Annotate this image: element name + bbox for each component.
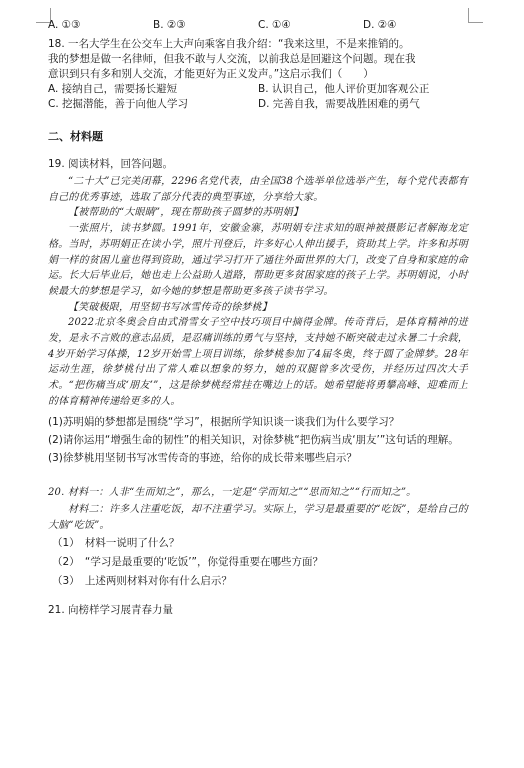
- q19-heading-2: 【笑破极限，用坚韧书写冰雪传奇的徐梦桃】: [68, 301, 272, 313]
- q20-material-2: 材料二：许多人注重吃饭，却不注重学习。实际上，学习是最重要的“吃饭”，是给自己的大脑“吃饭”。: [48, 504, 468, 531]
- q17-option-b: B. ②③: [153, 19, 186, 31]
- q19-heading-1: 【被帮助的“大眼睛”，现在帮助孩子圆梦的苏明娟】: [68, 207, 304, 219]
- q19-question-3: (3)徐梦桃用坚韧书写冰雪传奇的事迹，给你的成长带来哪些启示？: [48, 451, 357, 464]
- q19-questions: [48, 413, 468, 467]
- q17-options: [48, 18, 468, 33]
- q17-option-d: D. ②④: [363, 19, 397, 31]
- q19-stem: 19. 阅读材料，回答问题。: [48, 158, 174, 170]
- q18-option-b: B. 认识自己，他人评价更加客观公正: [258, 83, 430, 95]
- q19-question-1: (1)苏明娟的梦想都是围绕“学习”，根据所学知识谈一谈我们为什么要学习？: [48, 415, 400, 428]
- q20-questions: [48, 534, 468, 591]
- q18-options-row-2: [48, 97, 468, 112]
- q18-option-a: A. 接纳自己，需要扬长避短: [48, 83, 178, 95]
- q19-intro: “二十大”已完美闭幕，2296名党代表，由全国38个选举单位选举产生，每个党代表都有自己的优秀事迹，选取了部分代表的典型事迹，分享给大家。: [48, 176, 468, 203]
- q17-option-a: A. ①③: [48, 19, 81, 31]
- q18-option-d: D. 完善自我，需要战胜困难的勇气: [258, 98, 420, 110]
- q20-question-1: （1） 材料一说明了什么？: [52, 536, 180, 549]
- q20-question-2: （2） “学习是最重要的‘吃饭’”，你觉得重要在哪些方面？: [52, 555, 323, 568]
- q18-line-2: 我的梦想是做一名律师，但我不敢与人交流，以前我总是回避这个问题。现在我: [48, 53, 416, 65]
- q18-stem: [48, 37, 468, 82]
- crop-mark-top-right: [468, 8, 483, 23]
- q17-option-c: C. ①④: [258, 19, 291, 31]
- q18-line-3: 意识到只有多和别人交流，才能更好为正义发声。”这启示我们（ ）: [48, 68, 374, 80]
- q20-material-1: 20. 材料一：人非“生而知之”，那么，一定是“学而知之”“思而知之”“行而知之”。: [48, 486, 417, 498]
- q18-option-c: C. 挖掘潜能，善于向他人学习: [48, 98, 189, 110]
- exam-page: [48, 18, 468, 618]
- q19-paragraph-1: 一张照片，读书梦圆。1991年，安徽金寨，苏明娟专注求知的眼神被摄影记者解海龙定格。当时，苏明娟正在读小学，照片刊登后，许多好心人伸出援手，资助其上学。许多和苏明娟一样的贫困儿童也得到资助，通过学习打开了通往外面世界的大门，改变了自身和家庭的命运。长大后毕业后，她也走上公益助人道路，帮助更多贫困家庭的孩子上学。苏明娟说，小时候最大的梦想是学习，如今她的梦想是帮助更多孩子读书学习。: [48, 223, 468, 297]
- q18-line-1: 18. 一名大学生在公交车上大声向乘客自我介绍：“我来这里，不是来推销的。: [48, 38, 410, 50]
- q18-options-row-1: [48, 82, 468, 97]
- section-title: 二、材料题: [48, 130, 103, 143]
- q20-question-3: （3） 上述两则材料对你有什么启示？: [52, 574, 232, 587]
- q19-paragraph-2: 2022北京冬奥会自由式滑雪女子空中技巧项目中摘得金牌。传奇背后，是体育精神的迸发，是永不言败的意志品质，是忍痛训练的勇气与坚持，支持她不断突破走过永暑二十余载，4岁开始学习体操，12岁开始雪上项目训练，徐梦桃参加了4届冬奥，终于圆了金牌梦。28年运动生涯，徐梦桃付出了常人难以想象的努力，她的双腿曾多次受伤，并经历过四次大手术。“把伤痛当成‘朋友’”，这是徐梦桃经常挂在嘴边上的话。她希望能将勇攀高峰、迎难而上的体育精神传递给更多的人。: [48, 317, 468, 407]
- q21-title: 21. 向榜样学习展青春力量: [48, 603, 174, 616]
- q19-question-2: (2)请你运用“增强生命的韧性”的相关知识，对徐梦桃“把伤病当成‘朋友’”这句话的理解。: [48, 433, 459, 446]
